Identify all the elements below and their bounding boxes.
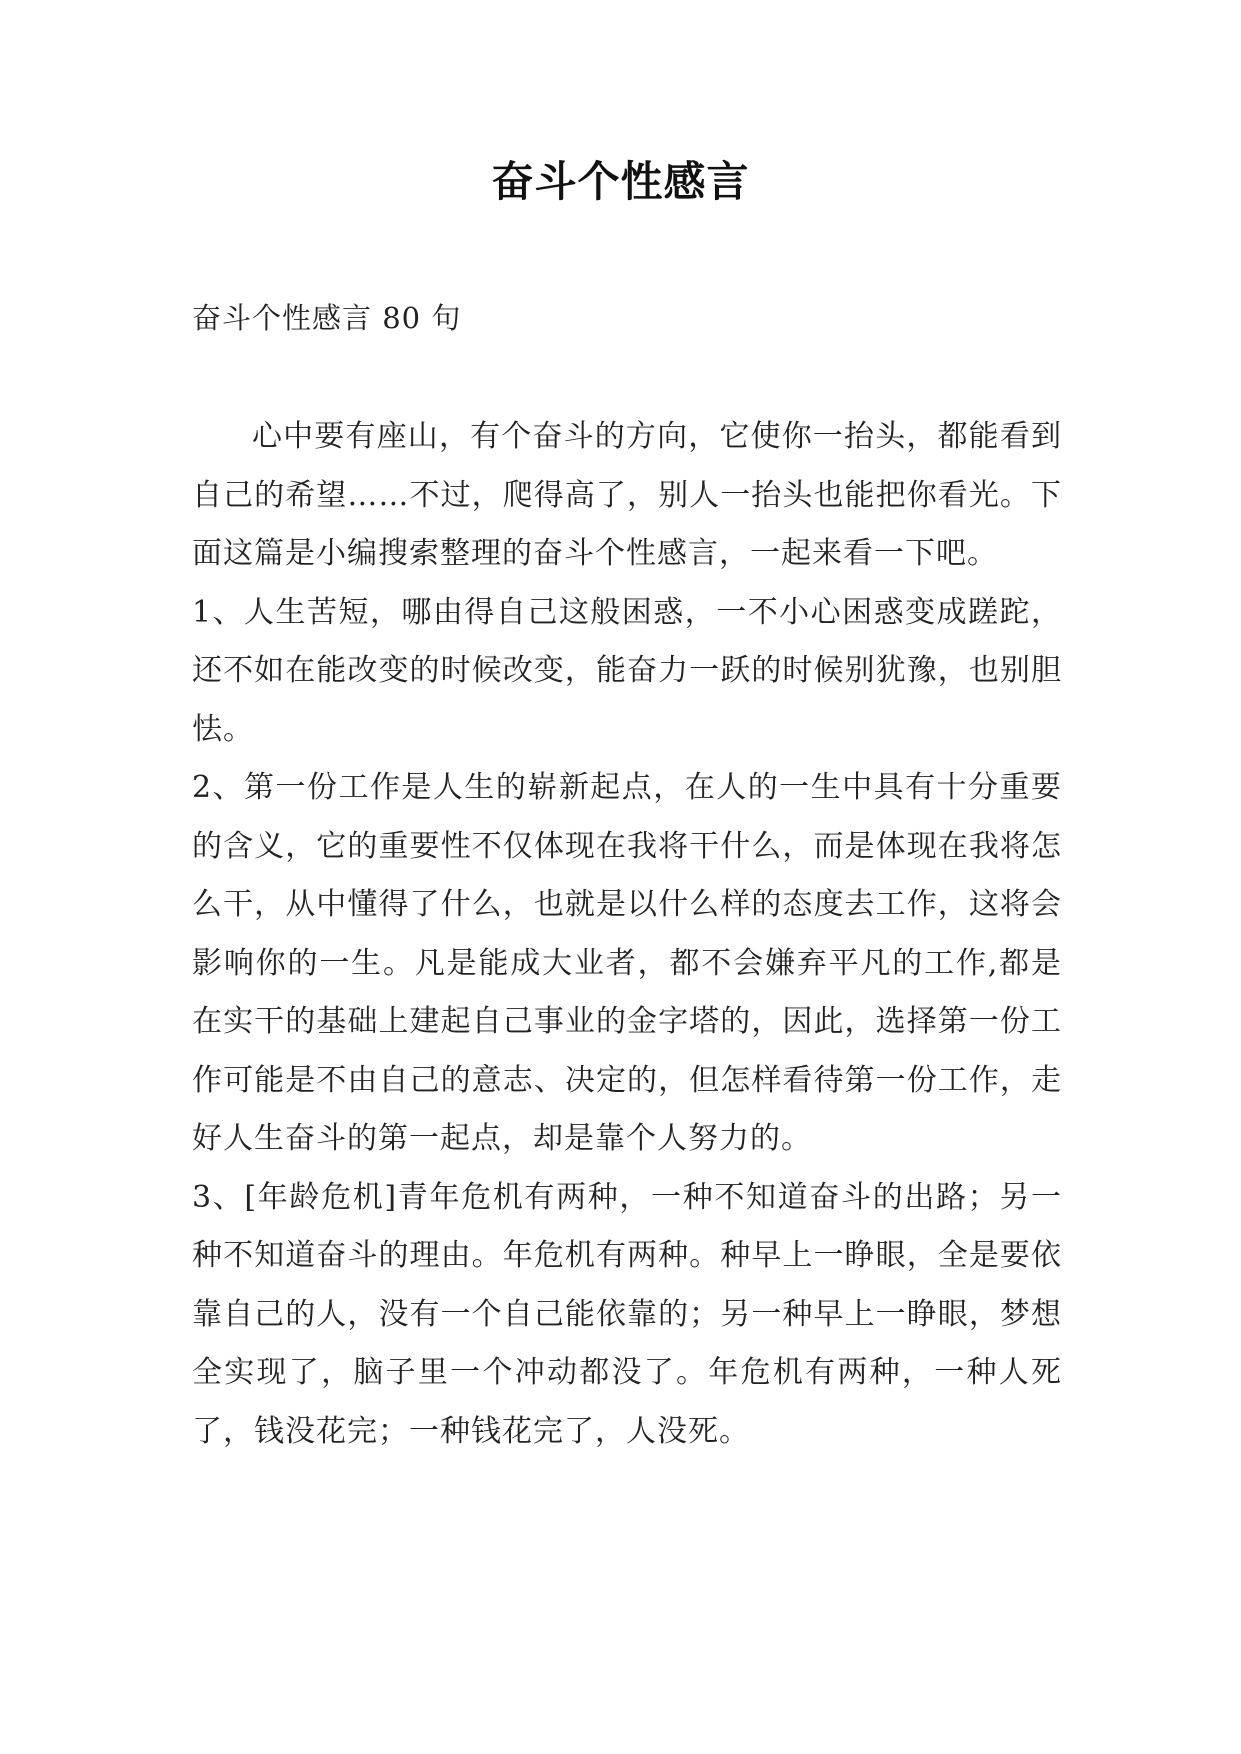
quote-paragraph-1: 1、人生苦短，哪由得自己这般困惑，一不小心困惑变成蹉跎，还不如在能改变的时候改变，能奋力一跃的时候别犹豫，也别胆怯。	[192, 594, 1062, 747]
document-title: 奋斗个性感言	[491, 157, 750, 206]
quote-paragraph-3: 3、[年龄危机]青年危机有两种，一种不知道奋斗的出路；另一种不知道奋斗的理由。年危机有两种。种早上一睁眼，全是要依靠自己的人，没有一个自己能依靠的；另一种早上一睁眼，梦想全实现了，脑子里一个冲动都没了。年危机有两种，一种人死了，钱没花完；一种钱花完了，人没死。	[192, 1179, 1062, 1449]
quote-paragraph-2: 2、第一份工作是人生的崭新起点，在人的一生中具有十分重要的含义，它的重要性不仅体现在我将干什么，而是体现在我将怎么干，从中懂得了什么，也就是以什么样的态度去工作，这将会影响你的一生。凡是能成大业者，都不会嫌弃平凡的工作,都是在实干的基础上建起自己事业的金字塔的，因此，选择第一份工作可能是不由自己的意志、决定的，但怎样看待第一份工作，走好人生奋斗的第一起点，却是靠个人努力的。	[192, 770, 1062, 1156]
intro-paragraph: 心中要有座山，有个奋斗的方向，它使你一抬头，都能看到自己的希望……不过，爬得高了，别人一抬头也能把你看光。下面这篇是小编搜索整理的奋斗个性感言，一起来看一下吧。	[192, 419, 1062, 571]
document-body	[192, 408, 1062, 1461]
document-subtitle: 奋斗个性感言 80 句	[192, 301, 462, 335]
